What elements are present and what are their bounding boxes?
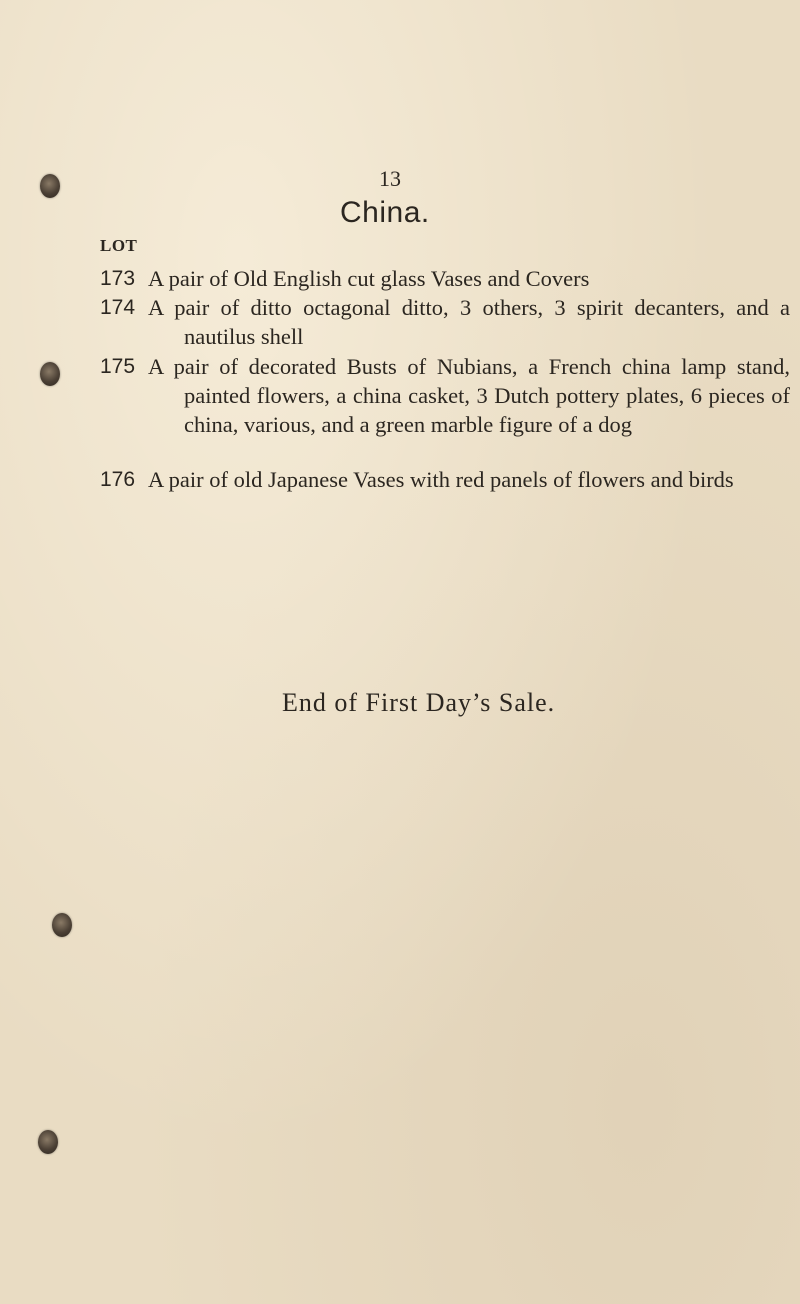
lot-number: 176	[100, 468, 136, 491]
lot-column-header: LOT	[100, 236, 138, 255]
section-title: China.	[340, 196, 430, 229]
binding-hole-2	[40, 362, 60, 386]
lot-description: A pair of ditto octagonal ditto, 3 others, 3 spirit decanters, and a nautilus shell	[148, 295, 790, 349]
lot-description: A pair of decorated Busts of Nubians, a French china lamp stand, painted flowers, a china casket, 3 Dutch pottery plates, 6 pieces of china, various, and a green marble figure of a dog	[148, 354, 790, 437]
lot-entry-176	[100, 465, 790, 494]
page-number: 13	[379, 166, 401, 191]
binding-hole-3	[52, 913, 72, 937]
lot-entry-173	[100, 264, 790, 293]
lot-entry-174	[100, 293, 790, 351]
lot-number: 175	[100, 355, 136, 378]
lot-number: 173	[100, 267, 136, 290]
binding-hole-1	[40, 174, 60, 198]
lot-description: A pair of old Japanese Vases with red panels of flowers and birds	[148, 467, 734, 492]
lot-number: 174	[100, 296, 136, 319]
binding-hole-4	[38, 1130, 58, 1154]
lot-description: A pair of Old English cut glass Vases and Covers	[148, 266, 590, 291]
end-of-sale-note: End of First Day’s Sale.	[282, 688, 556, 717]
lot-entry-175	[100, 352, 790, 439]
